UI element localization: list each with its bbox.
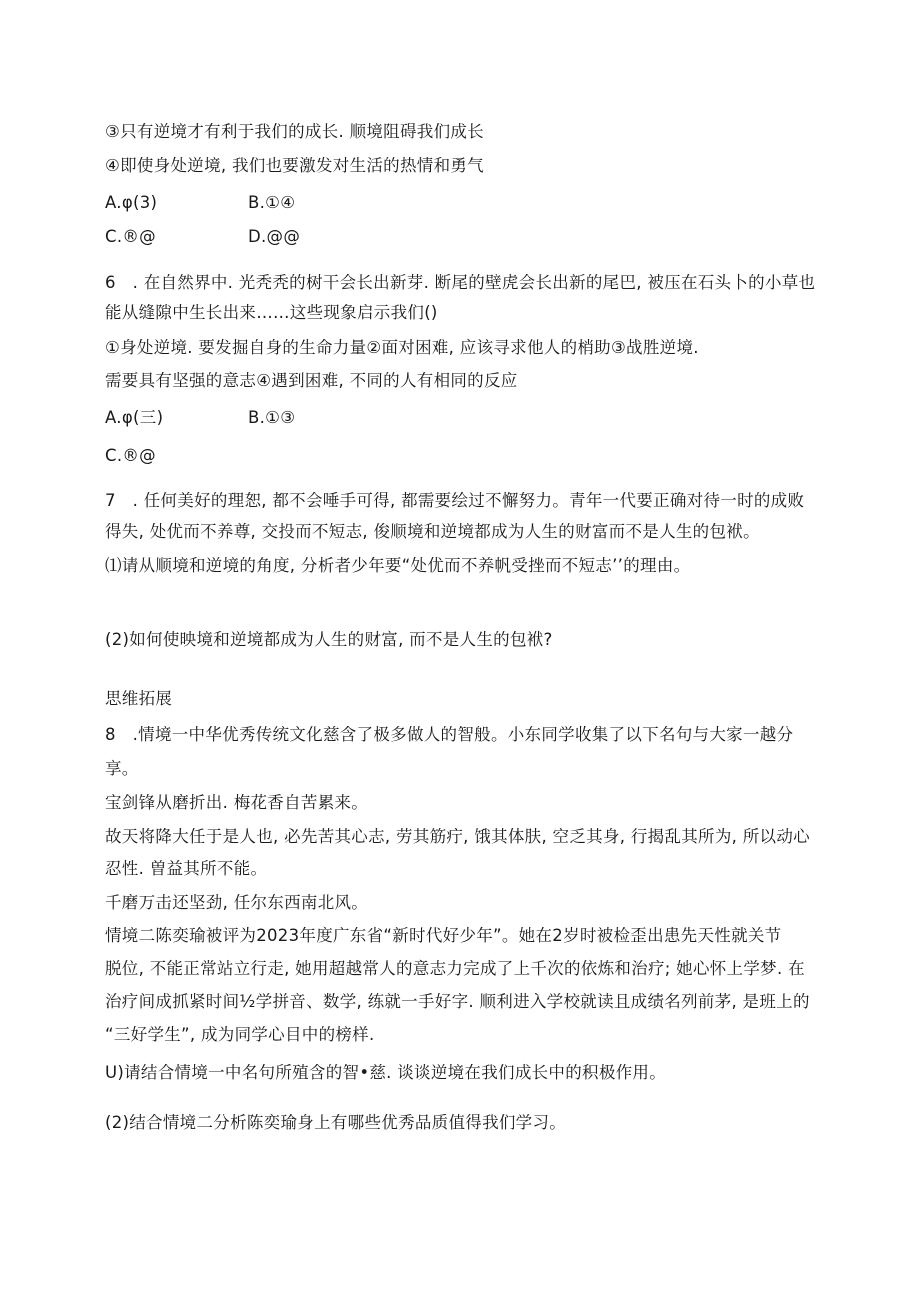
q5-option-a: A.φ(3) (105, 193, 158, 212)
q5-option-c: C.®@ (105, 227, 156, 246)
q6-option-a: A.φ(三) (105, 408, 164, 427)
q8-stem-line-1: 8 .情境一中华优秀传统文化慈含了极多做人的智般。小东同学收集了以下名句与大家一越分 (105, 725, 794, 744)
q5-option-b: B.①④ (248, 193, 296, 212)
section-title: 思维拓展 (105, 689, 173, 708)
q8-quote-1: 宝剑锋从磨折出. 梅花香自苦累来。 (105, 793, 369, 812)
q7-stem-line-1: 7 . 任何美好的理恕, 都不会唾手可得, 都需要绘过不懈努力。青年一代要正确对待一时的成败 (105, 491, 805, 510)
q8-scene-2-line-1: 情境二陈奕瑜被评为2023年度广东省“新时代好少年”。她在2岁时被检歪出患先天性就关节 (105, 926, 782, 945)
q6-options-row-2 (0, 445, 920, 467)
q8-quote-2-line-2: 忍性. 曽益其所不能。 (105, 859, 268, 878)
q8-scene-2-line-2: 脱位, 不能正常站立行走, 她用超越常人的意志力完成了上千次的依炼和治疗; 她心怀上学梦. 在 (105, 959, 805, 978)
q5-item-4: ④即使身处逆境, 我们也要激发对生活的热情和勇气 (105, 156, 484, 175)
q6-option-c: C.®@ (105, 446, 156, 465)
q5-item-3: ③只有逆境才有利于我们的成长. 顺境阻碍我们成长 (105, 122, 484, 141)
q8-sub-question-2: (2)结合情境二分析陈奕瑜身上有哪些优秀品质值得我们学习。 (105, 1113, 567, 1132)
q8-sub-question-1: U)请结合情境一中名句所殖含的智•慈. 谈谈逆境在我们成长中的积极作用。 (105, 1063, 667, 1082)
q6-stem-line-2: 能从缝隙中生长出来……这些现象启示我们() (105, 303, 438, 322)
q7-stem-line-2: 得失, 处优而不养尊, 交投而不短志, 俊顺境和逆境都成为人生的财富而不是人生的包袱。 (105, 522, 760, 541)
q7-sub-question-1: ⑴请从顺境和逆境的角度, 分析者少年要“处优而不养帆受挫而不短志’’的理由。 (105, 556, 691, 575)
q6-stem-line-1: 6 . 在自然界中. 光秃秃的树干会长出新芽. 断尾的壁虎会长出新的尾巴, 被压在石头卜的小草也 (105, 273, 816, 292)
q7-sub-question-2: (2)如何使映境和逆境都成为人生的财富, 而不是人生的包袱? (105, 630, 553, 649)
q6-options-row-1 (0, 407, 920, 429)
q8-quote-2-line-1: 故天将降大任于是人也, 必先苦其心志, 劳其筋疔, 饿其体肤, 空乏其身, 行揭乱其所为, 所以动心 (105, 827, 810, 846)
q5-options-row-2 (0, 226, 920, 248)
q6-items-line-2: 需要具有坚强的意志④遇到困难, 不同的人有相同的反应 (105, 371, 518, 390)
q8-scene-2-line-4: “三好学生”, 成为同学心目中的榜样. (105, 1025, 375, 1044)
q5-option-d: D.@@ (248, 227, 301, 246)
q5-options-row-1 (0, 192, 920, 214)
q8-quote-3: 千磨万击还坚劲, 任尔东西南北风。 (105, 893, 369, 912)
q8-stem-line-2: 享。 (105, 759, 139, 778)
q8-scene-2-line-3: 治疗间成抓紧时间½学拼音、数学, 练就一手好字. 顺利进入学校就读且成绩名列前茅, 是班上的 (105, 992, 810, 1011)
q6-items-line-1: ①身处逆境. 要发掘自身的生命力量②面对困难, 应该寻求他人的梢助③战胜逆境. (105, 338, 699, 357)
q6-option-b: B.①③ (248, 408, 296, 427)
